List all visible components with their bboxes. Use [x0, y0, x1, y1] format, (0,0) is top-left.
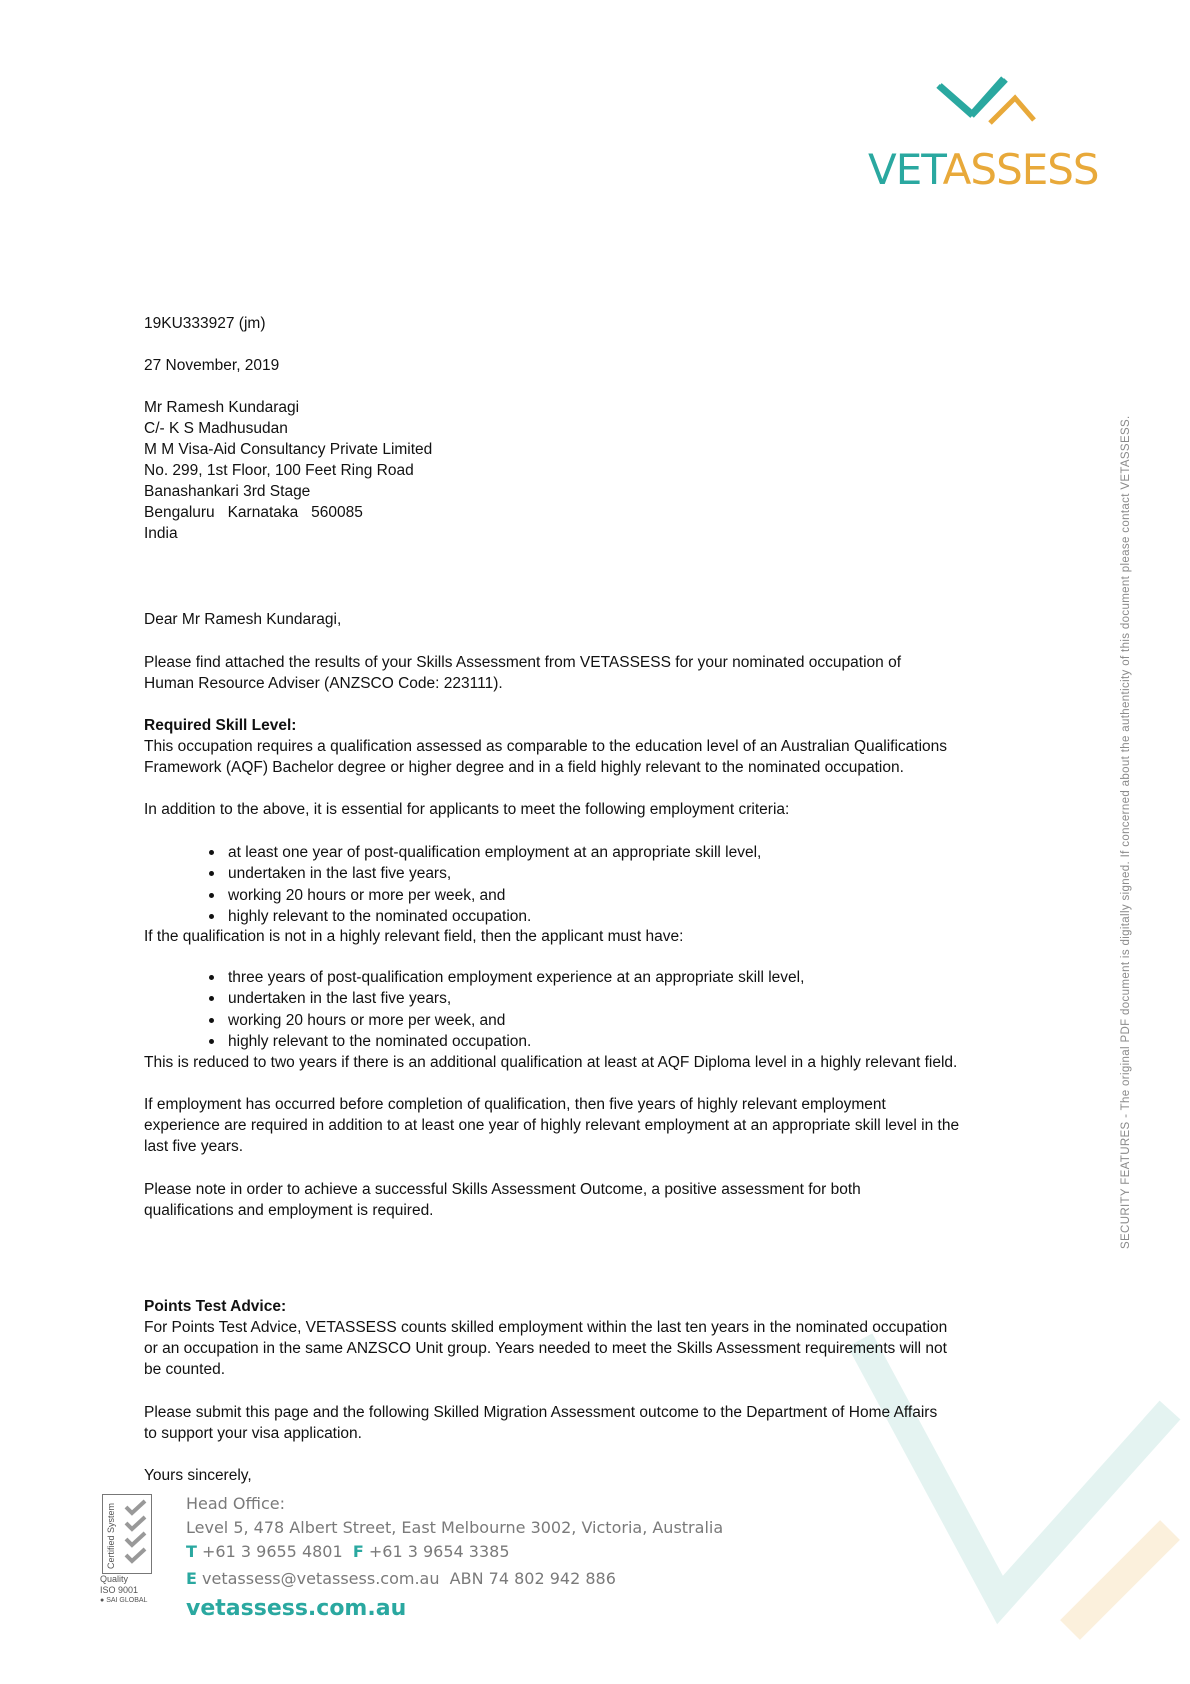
- head-office-label: Head Office:: [186, 1494, 286, 1513]
- paragraph-line: be counted.: [144, 1361, 226, 1378]
- globe-icon: ●: [100, 1597, 105, 1604]
- paragraph-line: For Points Test Advice, VETASSESS counts skilled employment within the last ten years in the nominated occupation: [144, 1319, 948, 1336]
- website-link[interactable]: vetassess.com.au: [186, 1596, 407, 1621]
- paragraph-line: or an occupation in the same ANZSCO Unit group. Years needed to meet the Skills Assessment requirements will not: [144, 1340, 947, 1357]
- closing: Yours sincerely,: [144, 1467, 252, 1484]
- paragraph-line: to support your visa application.: [144, 1425, 362, 1442]
- phone-number: +61 3 9655 4801: [202, 1542, 343, 1561]
- check-marks-icon: [123, 1499, 149, 1569]
- list-item: working 20 hours or more per week, and: [228, 1010, 804, 1031]
- criteria-intro: In addition to the above, it is essential for applicants to meet the following employment criteria:: [144, 801, 790, 818]
- list-item: at least one year of post-qualification employment at an appropriate skill level,: [228, 842, 761, 863]
- address-line: M M Visa-Aid Consultancy Private Limited: [144, 441, 433, 458]
- email-label: E: [186, 1569, 197, 1588]
- before-completion-paragraph: [144, 1094, 1064, 1157]
- issuer-text: SAI GLOBAL: [106, 1597, 148, 1604]
- paragraph-line: experience are required in addition to at least one year of highly relevant employment at an appropriate skill level in the: [144, 1117, 960, 1134]
- paragraph-line: If employment has occurred before completion of qualification, then five years of highly relevant employment: [144, 1096, 886, 1113]
- list-item: undertaken in the last five years,: [228, 863, 761, 884]
- logo-text-assess: ASSESS: [942, 145, 1099, 194]
- intro-line: Human Resource Adviser (ANZSCO Code: 223111).: [144, 675, 503, 692]
- paragraph-line: last five years.: [144, 1138, 244, 1155]
- points-test-paragraph: [144, 1317, 1064, 1380]
- reduced-note: This is reduced to two years if there is an additional qualification at least at AQF Diploma level in a highly relevant field.: [144, 1054, 958, 1071]
- email-link[interactable]: vetassess@vetassess.com.au: [202, 1569, 440, 1588]
- address-line: Mr Ramesh Kundaragi: [144, 399, 300, 416]
- points-test-heading: Points Test Advice:: [144, 1298, 287, 1315]
- address-line: Banashankari 3rd Stage: [144, 483, 311, 500]
- address-line: India: [144, 525, 178, 542]
- email-abn-line: [186, 1569, 616, 1588]
- phone-fax-line: [186, 1542, 510, 1561]
- fax-label: F: [352, 1542, 364, 1561]
- paragraph-line: Please submit this page and the following Skilled Migration Assessment outcome to the Department of Home Affairs: [144, 1404, 938, 1421]
- address-line: No. 299, 1st Floor, 100 Feet Ring Road: [144, 462, 414, 479]
- address-line: Bengaluru Karnataka 560085: [144, 504, 363, 521]
- successful-note-paragraph: [144, 1179, 1064, 1221]
- vetassess-logo: [868, 68, 1128, 198]
- criteria-list-1: [228, 842, 761, 927]
- salutation: Dear Mr Ramesh Kundaragi,: [144, 611, 342, 628]
- list-item: working 20 hours or more per week, and: [228, 885, 761, 906]
- fax-number: +61 3 9654 3385: [368, 1542, 510, 1561]
- list-item: undertaken in the last five years,: [228, 988, 804, 1009]
- criteria-list-2: [228, 967, 804, 1052]
- logo-text-vet: VET: [868, 145, 943, 194]
- paragraph-line: qualifications and employment is required.: [144, 1202, 434, 1219]
- address-line: C/- K S Madhusudan: [144, 420, 288, 437]
- letter-date: 27 November, 2019: [144, 357, 280, 374]
- skill-level-heading: Required Skill Level:: [144, 717, 297, 734]
- reference-number: 19KU333927 (jm): [144, 315, 266, 332]
- skill-line: Framework (AQF) Bachelor degree or higher degree and in a field highly relevant to the nominated occupation.: [144, 759, 904, 776]
- skill-level-paragraph: [144, 736, 1064, 778]
- abn-number: ABN 74 802 942 886: [449, 1569, 616, 1588]
- sai-global-label: [100, 1597, 147, 1604]
- watermark-chevron-icon: [840, 1330, 1190, 1680]
- certification-badge: [100, 1494, 162, 1614]
- list-item: three years of post-qualification employment experience at an appropriate skill level,: [228, 967, 804, 988]
- skill-line: This occupation requires a qualification assessed as comparable to the education level of an Australian Qualifications: [144, 738, 948, 755]
- not-relevant-intro: If the qualification is not in a highly relevant field, then the applicant must have:: [144, 928, 684, 945]
- phone-label: T: [186, 1542, 197, 1561]
- iso-label: ISO 9001: [100, 1585, 139, 1595]
- security-features-text: SECURITY FEATURES - The original PDF document is digitally signed. If concerned about the authenticity of this document please contact VETASSESS.: [1120, 415, 1132, 1249]
- intro-paragraph: [144, 652, 1064, 694]
- list-item: highly relevant to the nominated occupation.: [228, 1031, 804, 1052]
- paragraph-line: Please note in order to achieve a successful Skills Assessment Outcome, a positive assessment for both: [144, 1181, 861, 1198]
- list-item: highly relevant to the nominated occupation.: [228, 906, 761, 927]
- submit-paragraph: [144, 1402, 1064, 1444]
- certified-system-label: Certified System: [106, 1502, 116, 1569]
- recipient-address: [144, 397, 1064, 544]
- intro-line: Please find attached the results of your Skills Assessment from VETASSESS for your nominated occupation of: [144, 654, 902, 671]
- office-address: Level 5, 478 Albert Street, East Melbourne 3002, Victoria, Australia: [186, 1518, 724, 1537]
- quality-label: Quality: [100, 1574, 129, 1584]
- certified-system-box: [102, 1494, 152, 1574]
